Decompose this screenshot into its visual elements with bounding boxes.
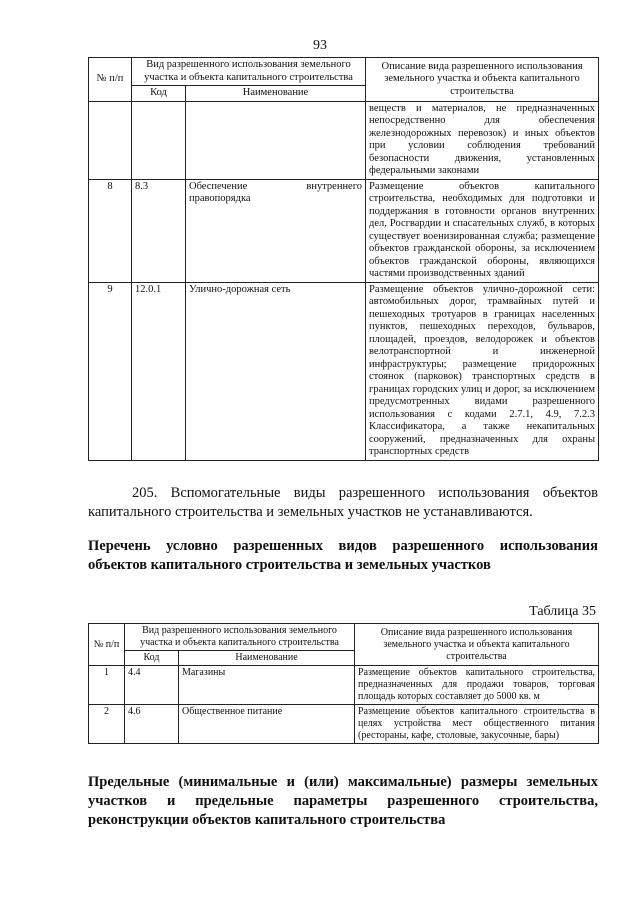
cell-num: 2: [89, 705, 125, 744]
table-label: Таблица 35: [529, 604, 596, 619]
table-row: [89, 282, 599, 460]
cell-code: 4.6: [125, 705, 179, 744]
cell-description: Размещение объектов улично-дорожной сети: автомобильных дорог, трамвайных путей и пешеходных тротуаров в границах населенных пунктов, пешеходных переходов, бульваров, площадей, проездов, велодорожек и объектов велотранспортной и инженерной инфраструктуры; размещение придорожных стоянок (парковок) транспортных средств в границах городских улиц и дорог, за исключением предусмотренных видами разрешенного использования с кодами 2.7.1, 4.9, 7.2.3 Классификатора, а также некапитальных сооружений, предназначенных для охраны транспортных средств: [366, 282, 599, 460]
cell-name: Обеспечение внутреннего правопорядка: [186, 179, 366, 282]
cell-num: 8: [89, 179, 132, 282]
header-permitted-use: Вид разрешенного использования земельного участка и объекта капитального строительства: [132, 58, 366, 86]
cell-description: Размещение объектов капитального строительства, предназначенных для продажи товаров, торговая площадь которых составляет до 5000 кв. м: [355, 666, 599, 705]
cell-num: [89, 101, 132, 179]
cell-code: 8.3: [132, 179, 186, 282]
header-code: Код: [132, 86, 186, 102]
header-permitted-use: Вид разрешенного использования земельного участка и объекта капитального строительства: [125, 624, 355, 651]
table-header-row: [89, 58, 599, 86]
paragraph-205: 205. Вспомогательные виды разрешенного использования объектов капитального строительства и земельных участков не устанавливаются.: [88, 485, 598, 520]
cell-description: Размещение объектов капитального строительства, необходимых для подготовки и поддержания в готовности органов внутренних дел, Росгвардии и спасательных служб, в которых существует военизированная служба; размещение объектов гражданской обороны, за исключением объектов гражданской обороны, являющихся частями производственных зданий: [366, 179, 599, 282]
header-description: Описание вида разрешенного использования земельного участка и объекта капитального строительства: [355, 624, 599, 666]
section-heading-conditional-uses: Перечень условно разрешенных видов разрешенного использования объектов капитального строительства и земельных участков: [88, 538, 598, 573]
header-name: Наименование: [186, 86, 366, 102]
header-num: № п/п: [89, 58, 132, 102]
cell-description: веществ и материалов, не предназначенных непосредственно для обеспечения железнодорожных перевозок) и иных объектов при условии соблюдения требований безопасности движения, установленных федеральными законами: [366, 101, 599, 179]
table-row: [89, 179, 599, 282]
cell-num: 9: [89, 282, 132, 460]
page-number: 93: [313, 38, 327, 53]
cell-name: Улично-дорожная сеть: [186, 282, 366, 460]
conditional-use-table: [88, 623, 599, 744]
header-name: Наименование: [179, 651, 355, 666]
cell-description: Размещение объектов капитального строительства в целях устройства мест общественного питания (рестораны, кафе, столовые, закусочные, бары): [355, 705, 599, 744]
cell-name: Общественное питание: [179, 705, 355, 744]
header-description: Описание вида разрешенного использования земельного участка и объекта капитального строительства: [366, 58, 599, 102]
table-row: [89, 101, 599, 179]
cell-name: [186, 101, 366, 179]
table-header-row: [89, 624, 599, 651]
table-row: [89, 666, 599, 705]
section-heading-limits: Предельные (минимальные и (или) максимальные) размеры земельных участков и предельные параметры разрешенного строительства, реконструкции объектов капитального строительства: [88, 774, 598, 828]
cell-code: 4.4: [125, 666, 179, 705]
header-num: № п/п: [89, 624, 125, 666]
cell-num: 1: [89, 666, 125, 705]
cell-code: 12.0.1: [132, 282, 186, 460]
cell-name: Магазины: [179, 666, 355, 705]
cell-code: [132, 101, 186, 179]
permitted-use-table: [88, 57, 599, 461]
table-row: [89, 705, 599, 744]
header-code: Код: [125, 651, 179, 666]
